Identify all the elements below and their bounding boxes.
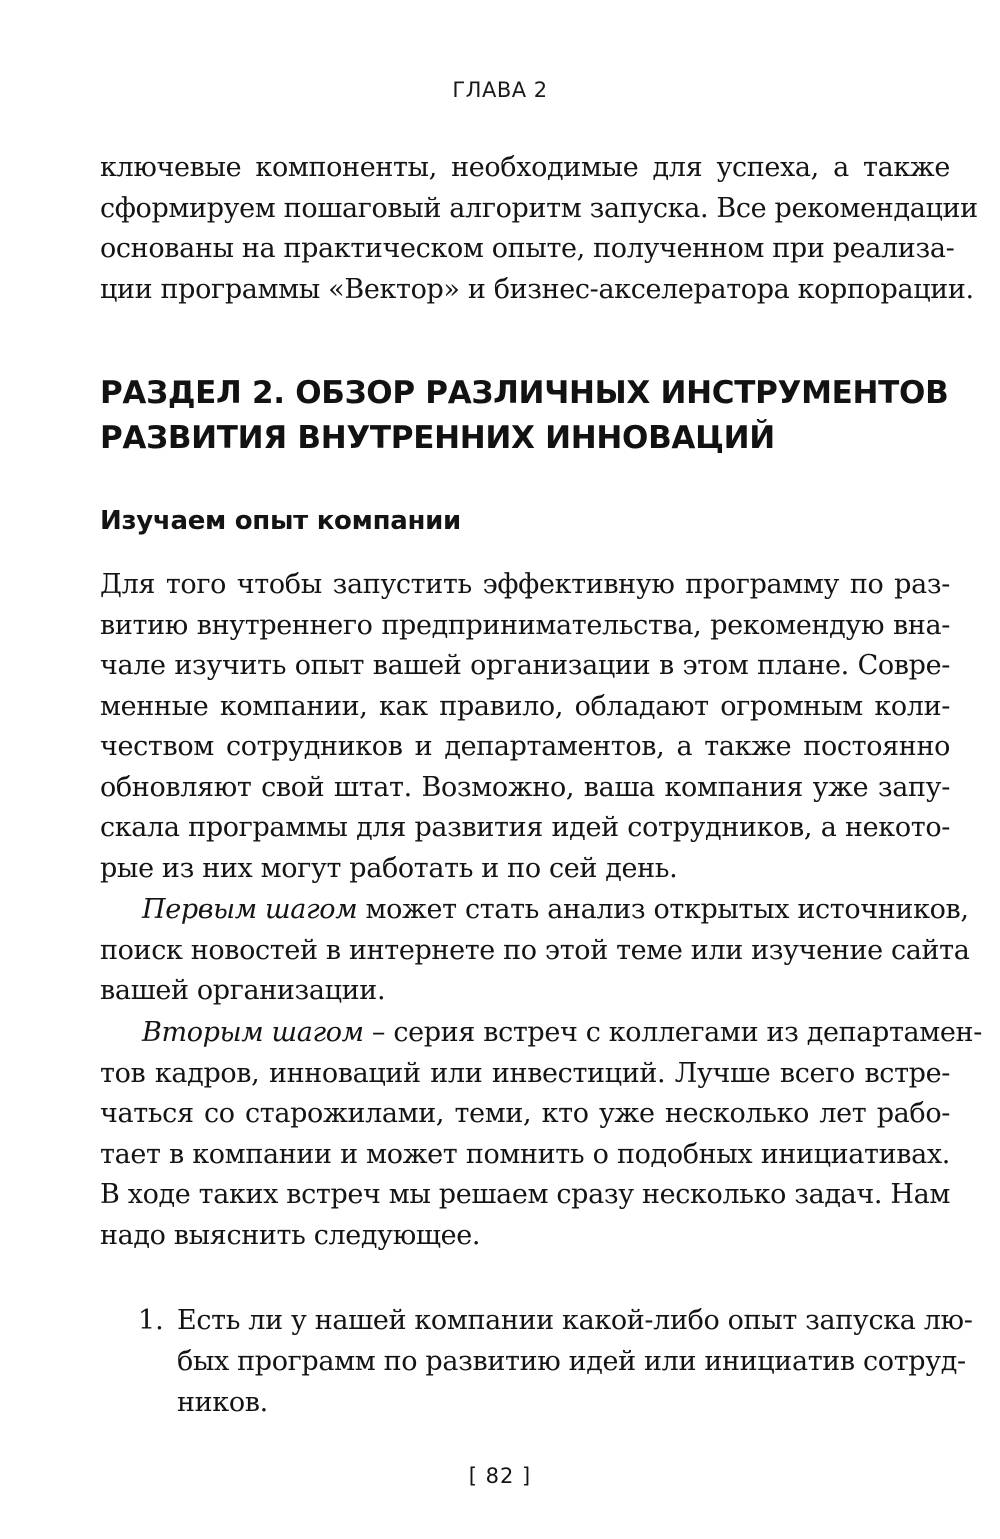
text-line: менные компании, как правило, обладают огромным коли- xyxy=(100,690,950,722)
page-number: [ 82 ] xyxy=(468,1464,532,1488)
text-line: В ходе таких встреч мы решаем сразу несколько задач. Нам xyxy=(100,1179,950,1210)
text-line: ников. xyxy=(177,1387,268,1418)
italic-lead: Первым шагом xyxy=(142,894,358,925)
text-line: чеством сотрудников и департаментов, а также постоянно xyxy=(100,731,950,762)
list-item-body xyxy=(177,1300,973,1423)
text-line: сформируем пошаговый алгоритм запуска. Все рекомендации xyxy=(100,192,978,224)
paragraph-2 xyxy=(100,890,970,1012)
section-heading-line: РАЗДЕЛ 2. ОБЗОР РАЗЛИЧНЫХ ИНСТРУМЕНТОВ xyxy=(100,375,949,411)
text-line xyxy=(100,890,969,931)
paragraph-1 xyxy=(100,565,950,889)
text-line: рые из них могут работать и по сей день. xyxy=(100,852,678,884)
text-line: скала программы для развития идей сотрудников, а некото- xyxy=(100,812,950,843)
text-line: ключевые компоненты, необходимые для успеха, а также xyxy=(100,152,950,183)
intro-paragraph xyxy=(100,148,978,310)
list-item-number: 1. xyxy=(138,1305,164,1336)
text-line: надо выяснить следующее. xyxy=(100,1219,481,1251)
text-line: тов кадров, инноваций или инвестиций. Лучше всего встре- xyxy=(100,1057,950,1089)
text-line: обновляют свой штат. Возможно, ваша компания уже запу- xyxy=(100,771,950,803)
section-heading-line: РАЗВИТИЯ ВНУТРЕННИХ ИННОВАЦИЙ xyxy=(100,420,775,456)
paragraph-3 xyxy=(100,1013,982,1256)
section-heading xyxy=(100,371,960,461)
subheading: Изучаем опыт компании xyxy=(100,506,461,536)
text-line: вашей организации. xyxy=(100,975,386,1006)
text-line: Для того чтобы запустить эффективную программу по раз- xyxy=(100,569,950,600)
text-line: тает в компании и может помнить о подобных инициативах. xyxy=(100,1138,950,1170)
text-line: чале изучить опыт вашей организации в этом плане. Совре- xyxy=(100,650,950,681)
text-run: может стать анализ открытых источников, xyxy=(357,894,969,925)
text-line xyxy=(100,1013,982,1054)
text-line: основаны на практическом опыте, полученном при реализа- xyxy=(100,233,955,264)
text-line: бых программ по развитию идей или инициатив сотруд- xyxy=(177,1346,966,1377)
running-head: ГЛАВА 2 xyxy=(452,78,548,102)
text-run: – серия встреч с коллегами из департамен- xyxy=(363,1017,982,1048)
italic-lead: Вторым шагом xyxy=(142,1017,364,1048)
text-line: Есть ли у нашей компании какой-либо опыт запуска лю- xyxy=(177,1305,973,1336)
text-line: ции программы «Вектор» и бизнес-акселератора корпорации. xyxy=(100,273,974,305)
text-line: витию внутреннего предпринимательства, рекомендую вна- xyxy=(100,609,950,641)
text-line: чаться со старожилами, теми, кто уже несколько лет рабо- xyxy=(100,1098,950,1129)
text-line: поиск новостей в интернете по этой теме или изучение сайта xyxy=(100,934,970,966)
